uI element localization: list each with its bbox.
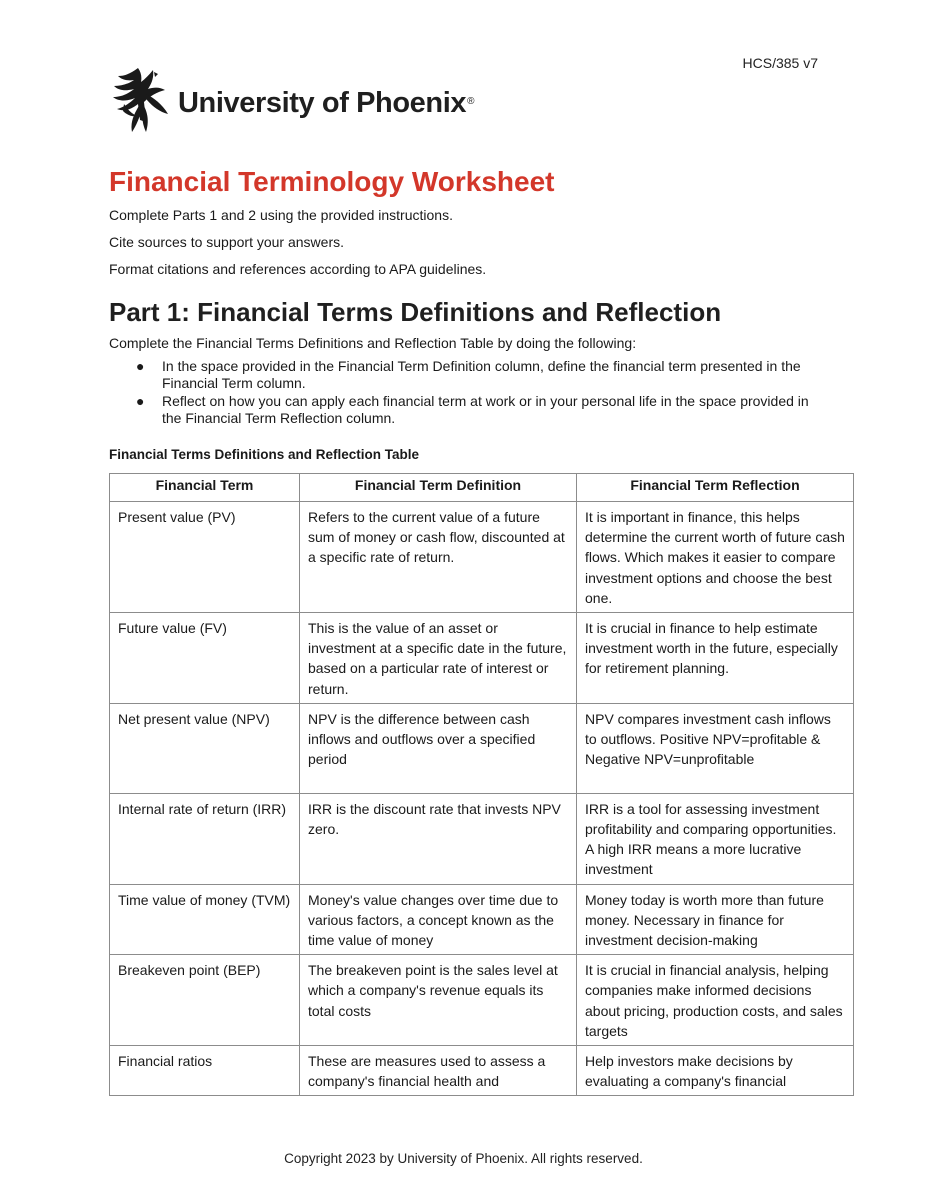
- bullet-item: [132, 358, 832, 392]
- reflection-cell: It is crucial in financial analysis, helping companies make informed decisions about pricing, production costs, and sales targets: [577, 955, 854, 1046]
- table-row: [110, 502, 854, 613]
- table-header-row: [110, 474, 854, 502]
- definition-cell: The breakeven point is the sales level at which a company's revenue equals its total costs: [300, 955, 577, 1046]
- bullet-text: In the space provided in the Financial Term Definition column, define the financial term presented in the Financial Term column.: [162, 358, 801, 391]
- course-code: HCS/385 v7: [742, 55, 818, 71]
- bullet-icon: ●: [136, 358, 145, 374]
- university-logo: [110, 64, 474, 136]
- header-financial-term: Financial Term: [110, 474, 300, 502]
- reflection-cell: Money today is worth more than future money. Necessary in finance for investment decision-making: [577, 884, 854, 955]
- definition-cell: NPV is the difference between cash inflows and outflows over a specified period: [300, 703, 577, 793]
- intro-line: Complete Parts 1 and 2 using the provided instructions.: [109, 207, 453, 223]
- intro-instructions: [109, 207, 486, 288]
- table-row: [110, 703, 854, 793]
- logo-wordmark: [178, 87, 474, 120]
- financial-terms-table: [109, 473, 854, 1096]
- table-row: [110, 955, 854, 1046]
- definition-cell: IRR is the discount rate that invests NPV zero.: [300, 793, 577, 884]
- part1-bullet-list: [132, 358, 832, 428]
- intro-line: Cite sources to support your answers.: [109, 234, 344, 250]
- bullet-text: Reflect on how you can apply each financial term at work or in your personal life in the space provided in the Financial Term Reflection column.: [162, 393, 809, 426]
- definition-cell: This is the value of an asset or investment at a specific date in the future, based on a particular rate of interest or return.: [300, 613, 577, 704]
- reflection-cell: NPV compares investment cash inflows to outflows. Positive NPV=profitable & Negative NPV=unprofitable: [577, 703, 854, 793]
- header-reflection: Financial Term Reflection: [577, 474, 854, 502]
- term-cell: Future value (FV): [110, 613, 300, 704]
- part1-description: Complete the Financial Terms Definitions and Reflection Table by doing the following:: [109, 335, 637, 351]
- table-caption: Financial Terms Definitions and Reflection Table: [109, 447, 420, 462]
- phoenix-bird-icon: [110, 64, 174, 136]
- bullet-icon: ●: [136, 393, 145, 409]
- reflection-cell: IRR is a tool for assessing investment profitability and comparing opportunities. A high IRR means a more lucrative investment: [577, 793, 854, 884]
- definition-cell: Refers to the current value of a future sum of money or cash flow, discounted at a specific rate of return.: [300, 502, 577, 613]
- term-cell: Net present value (NPV): [110, 703, 300, 793]
- table-row: [110, 884, 854, 955]
- term-cell: Financial ratios: [110, 1046, 300, 1096]
- table-row: [110, 793, 854, 884]
- definition-cell: Money's value changes over time due to various factors, a concept known as the time value of money: [300, 884, 577, 955]
- worksheet-title: Financial Terminology Worksheet: [109, 166, 555, 197]
- reflection-cell: It is crucial in finance to help estimate investment worth in the future, especially for retirement planning.: [577, 613, 854, 704]
- term-cell: Time value of money (TVM): [110, 884, 300, 955]
- table-row: [110, 613, 854, 704]
- definition-cell: These are measures used to assess a company's financial health and: [300, 1046, 577, 1096]
- term-cell: Internal rate of return (IRR): [110, 793, 300, 884]
- term-cell: Breakeven point (BEP): [110, 955, 300, 1046]
- registered-mark: ®: [467, 95, 475, 107]
- logo-text: University of Phoenix: [178, 86, 467, 119]
- reflection-cell: It is important in finance, this helps determine the current worth of future cash flows. Which makes it easier to compare investment options and choose the best one.: [577, 502, 854, 613]
- bullet-item: [132, 393, 832, 427]
- part1-heading: Part 1: Financial Terms Definitions and Reflection: [109, 297, 722, 327]
- intro-line: Format citations and references according to APA guidelines.: [109, 261, 487, 277]
- copyright-footer: Copyright 2023 by University of Phoenix. All rights reserved.: [284, 1151, 643, 1166]
- reflection-cell: Help investors make decisions by evaluating a company's financial: [577, 1046, 854, 1096]
- header-definition: Financial Term Definition: [300, 474, 577, 502]
- table-row: [110, 1046, 854, 1096]
- term-cell: Present value (PV): [110, 502, 300, 613]
